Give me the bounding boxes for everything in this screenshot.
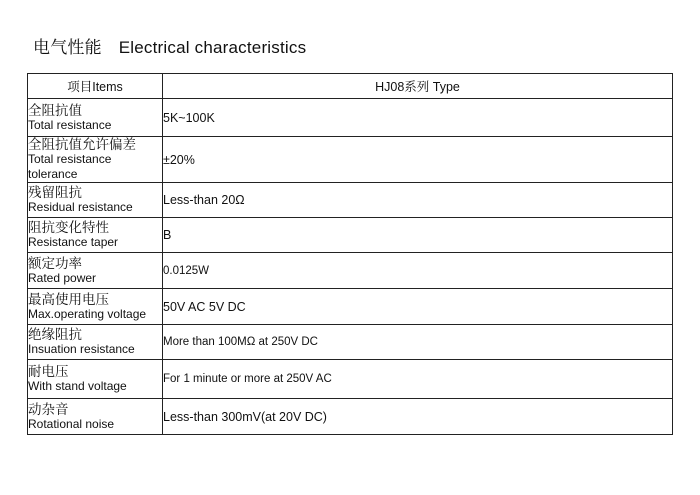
row-label-english: With stand voltage <box>28 379 127 393</box>
title-chinese: 电气性能 <box>33 38 102 57</box>
row-label <box>28 183 163 218</box>
table-row <box>28 289 673 325</box>
row-label-english: Insuation resistance <box>28 342 135 356</box>
table-row <box>28 99 673 137</box>
row-label <box>28 253 163 289</box>
row-value: Less-than 20Ω <box>163 183 673 218</box>
row-label-chinese: 残留阻抗 <box>28 185 82 200</box>
row-label-english: Max.operating voltage <box>28 306 147 321</box>
row-label-chinese: 额定功率 <box>28 255 82 271</box>
row-label-chinese: 耐电压 <box>28 364 69 379</box>
table-row <box>28 137 673 183</box>
row-value: 50V AC 5V DC <box>163 289 673 325</box>
electrical-characteristics-table <box>27 73 673 435</box>
row-label <box>28 360 163 399</box>
row-label <box>28 325 163 360</box>
table-header-row <box>28 74 673 99</box>
row-label <box>28 218 163 253</box>
row-label-chinese: 全阻抗值 <box>28 102 82 118</box>
table-row <box>28 360 673 399</box>
row-value: 0.0125W <box>163 253 673 289</box>
row-label <box>28 289 163 325</box>
row-label <box>28 399 163 435</box>
row-label-chinese: 最高使用电压 <box>28 291 109 307</box>
row-label-chinese: 动杂音 <box>28 401 69 417</box>
header-items: 项目Items <box>28 74 163 99</box>
row-value: For 1 minute or more at 250V AC <box>163 360 673 399</box>
row-value: B <box>163 218 673 253</box>
row-label-english: Total resistance tolerance <box>28 152 112 181</box>
row-label-english: Total resistance <box>28 117 112 132</box>
table-row <box>28 325 673 360</box>
table-row <box>28 399 673 435</box>
table-row <box>28 218 673 253</box>
table-row <box>28 253 673 289</box>
row-label-chinese: 绝缘阻抗 <box>28 327 82 342</box>
row-label <box>28 137 163 183</box>
row-value: More than 100MΩ at 250V DC <box>163 325 673 360</box>
table-row <box>28 183 673 218</box>
page-title <box>33 33 306 58</box>
row-value: Less-than 300mV(at 20V DC) <box>163 399 673 435</box>
row-value: 5K~100K <box>163 99 673 137</box>
row-label-english: Resistance taper <box>28 235 119 249</box>
row-label-english: Residual resistance <box>28 200 133 214</box>
row-label-english: Rated power <box>28 270 97 285</box>
header-type: HJ08系列 Type <box>163 74 673 99</box>
row-value: ±20% <box>163 137 673 183</box>
row-label <box>28 99 163 137</box>
row-label-chinese: 阻抗变化特性 <box>28 220 109 235</box>
row-label-english: Rotational noise <box>28 416 115 431</box>
title-english: Electrical characteristics <box>118 38 307 57</box>
row-label-chinese: 全阻抗值允许偏差 <box>28 137 136 152</box>
